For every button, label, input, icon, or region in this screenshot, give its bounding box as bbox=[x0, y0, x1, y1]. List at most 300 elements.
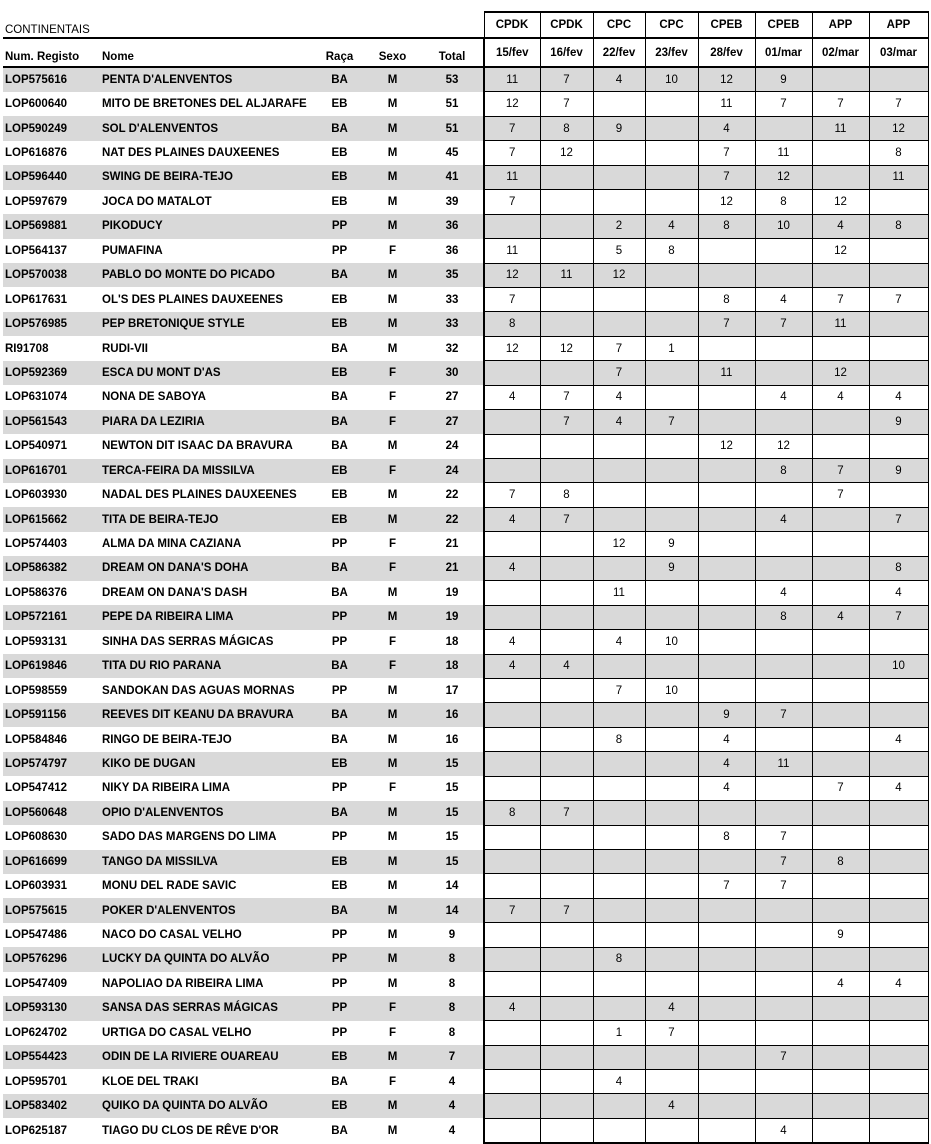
sexo-cell: F bbox=[364, 996, 421, 1020]
score-cell: 9 bbox=[869, 459, 928, 483]
score-cell: 12 bbox=[698, 67, 755, 92]
raca-cell: PP bbox=[315, 214, 364, 238]
score-cell bbox=[645, 874, 698, 898]
table-row bbox=[3, 263, 928, 287]
raca-cell: BA bbox=[331, 342, 348, 355]
registo-cell: LOP590249 bbox=[3, 116, 96, 140]
score-cell: 10 bbox=[869, 654, 928, 678]
score-cell bbox=[869, 1045, 928, 1069]
score-cell: 7 bbox=[812, 92, 869, 116]
score-cell: 7 bbox=[484, 141, 540, 165]
score-cell bbox=[484, 605, 540, 629]
score-cell bbox=[593, 556, 645, 580]
total-cell: 33 bbox=[421, 287, 484, 311]
raca-cell: EB bbox=[331, 489, 348, 502]
score-cell bbox=[869, 67, 928, 92]
sexo-cell: M bbox=[387, 831, 398, 844]
sexo-cell: M bbox=[364, 116, 421, 140]
score-cell: 9 bbox=[593, 116, 645, 140]
total-cell: 24 bbox=[421, 434, 484, 458]
score-cell: 8 bbox=[869, 141, 928, 165]
score-cell: 8 bbox=[812, 850, 869, 874]
name-cell: PUMAFINA bbox=[102, 244, 163, 257]
score-cell bbox=[593, 1094, 645, 1118]
score-cell bbox=[645, 92, 698, 116]
raca-cell: PP bbox=[315, 996, 364, 1020]
sexo-cell: M bbox=[387, 684, 398, 697]
score-cell: 4 bbox=[698, 727, 755, 751]
score-cell: 7 bbox=[645, 1021, 698, 1045]
score-cell bbox=[593, 605, 645, 629]
score-cell: 4 bbox=[645, 996, 698, 1020]
total-cell: 8 bbox=[421, 996, 484, 1020]
registo-cell: LOP595701 bbox=[5, 1075, 68, 1088]
score-cell: 7 bbox=[812, 459, 869, 483]
score-cell bbox=[593, 507, 645, 531]
table-row bbox=[3, 703, 928, 727]
score-cell bbox=[869, 361, 928, 385]
score-cell bbox=[645, 385, 698, 409]
score-cell bbox=[540, 605, 593, 629]
table-row bbox=[3, 678, 928, 702]
score-cell bbox=[540, 556, 593, 580]
name-cell: DREAM ON DANA'S DOHA bbox=[96, 556, 315, 580]
score-cell bbox=[812, 654, 869, 678]
score-cell bbox=[812, 1045, 869, 1069]
table-row bbox=[3, 630, 928, 654]
score-cell bbox=[698, 972, 755, 996]
name-cell: RINGO DE BEIRA-TEJO bbox=[102, 733, 232, 746]
raca-cell: EB bbox=[331, 195, 348, 208]
score-cell bbox=[593, 190, 645, 214]
score-cell bbox=[812, 434, 869, 458]
registo-cell: LOP564137 bbox=[5, 244, 68, 257]
score-cell bbox=[698, 678, 755, 702]
name-cell: SWING DE BEIRA-TEJO bbox=[96, 165, 315, 189]
score-cell: 7 bbox=[484, 483, 540, 507]
event-date: 01/mar bbox=[755, 38, 812, 67]
header-registo: Num. Registo bbox=[3, 38, 96, 67]
event-code: CPEB bbox=[755, 12, 812, 38]
score-cell: 7 bbox=[698, 312, 755, 336]
table-row bbox=[3, 361, 928, 385]
raca-cell: PP bbox=[315, 947, 364, 971]
name-cell: LUCKY DA QUINTA DO ALVÃO bbox=[96, 947, 315, 971]
score-cell bbox=[755, 116, 812, 140]
score-cell bbox=[540, 996, 593, 1020]
score-cell: 8 bbox=[645, 239, 698, 263]
raca-cell: PP bbox=[331, 1026, 348, 1039]
raca-cell: EB bbox=[315, 1045, 364, 1069]
score-cell: 4 bbox=[484, 507, 540, 531]
score-cell bbox=[645, 287, 698, 311]
raca-cell: PP bbox=[331, 929, 348, 942]
raca-cell: BA bbox=[315, 116, 364, 140]
score-cell bbox=[755, 776, 812, 800]
score-cell bbox=[645, 361, 698, 385]
total-cell: 8 bbox=[421, 1021, 484, 1045]
table-row bbox=[3, 239, 928, 263]
total-cell: 27 bbox=[421, 385, 484, 409]
score-cell bbox=[869, 483, 928, 507]
score-cell: 11 bbox=[593, 581, 645, 605]
score-cell: 8 bbox=[869, 556, 928, 580]
registo-cell: LOP625187 bbox=[5, 1124, 68, 1137]
registo-cell: LOP631074 bbox=[5, 391, 68, 404]
score-cell bbox=[484, 581, 540, 605]
ranking-sheet bbox=[3, 11, 928, 1144]
score-cell bbox=[755, 239, 812, 263]
score-cell bbox=[812, 410, 869, 434]
score-cell: 4 bbox=[698, 116, 755, 140]
table-row bbox=[3, 1069, 928, 1093]
score-cell bbox=[698, 1069, 755, 1093]
table-row bbox=[3, 874, 928, 898]
score-cell: 11 bbox=[484, 165, 540, 189]
registo-cell: LOP615662 bbox=[3, 507, 96, 531]
sexo-cell: F bbox=[388, 635, 397, 648]
score-cell bbox=[484, 923, 540, 947]
sexo-cell: F bbox=[364, 459, 421, 483]
score-cell: 7 bbox=[484, 287, 540, 311]
score-cell: 4 bbox=[812, 605, 869, 629]
score-cell: 4 bbox=[812, 385, 869, 409]
name-cell: POKER D'ALENVENTOS bbox=[96, 898, 315, 922]
table-row bbox=[3, 752, 928, 776]
score-cell: 7 bbox=[755, 825, 812, 849]
sexo-cell: M bbox=[387, 929, 398, 942]
score-cell: 9 bbox=[755, 67, 812, 92]
score-cell bbox=[698, 581, 755, 605]
name-cell: NAPOLIAO DA RIBEIRA LIMA bbox=[102, 977, 264, 990]
score-cell bbox=[484, 972, 540, 996]
score-cell bbox=[593, 703, 645, 727]
name-cell: NONA DE SABOYA bbox=[102, 391, 206, 404]
raca-cell: PP bbox=[331, 782, 348, 795]
table-row bbox=[3, 605, 928, 629]
score-cell bbox=[812, 336, 869, 360]
score-cell bbox=[755, 678, 812, 702]
total-cell: 36 bbox=[421, 214, 484, 238]
score-cell bbox=[645, 312, 698, 336]
registo-cell: RI91708 bbox=[5, 342, 49, 355]
score-cell bbox=[484, 434, 540, 458]
sexo-cell: F bbox=[388, 1026, 397, 1039]
score-cell bbox=[593, 874, 645, 898]
score-cell bbox=[645, 947, 698, 971]
sexo-cell: F bbox=[364, 361, 421, 385]
score-cell: 8 bbox=[540, 116, 593, 140]
score-cell: 7 bbox=[755, 312, 812, 336]
score-cell bbox=[593, 972, 645, 996]
total-cell: 51 bbox=[421, 116, 484, 140]
score-cell: 4 bbox=[484, 385, 540, 409]
score-cell bbox=[755, 556, 812, 580]
score-cell bbox=[755, 923, 812, 947]
score-cell bbox=[484, 825, 540, 849]
score-cell: 7 bbox=[755, 874, 812, 898]
score-cell bbox=[593, 752, 645, 776]
score-cell bbox=[484, 1118, 540, 1143]
score-cell bbox=[540, 630, 593, 654]
registo-cell: LOP576296 bbox=[3, 947, 96, 971]
sexo-cell: F bbox=[388, 244, 397, 257]
total-cell: 15 bbox=[421, 825, 484, 849]
sexo-cell: M bbox=[387, 342, 398, 355]
score-cell bbox=[869, 752, 928, 776]
name-cell: ODIN DE LA RIVIERE OUAREAU bbox=[96, 1045, 315, 1069]
table-row bbox=[3, 459, 928, 483]
sexo-cell: M bbox=[364, 850, 421, 874]
registo-cell: LOP616699 bbox=[3, 850, 96, 874]
raca-cell: BA bbox=[315, 703, 364, 727]
table-row bbox=[3, 287, 928, 311]
table-row bbox=[3, 336, 928, 360]
raca-cell: BA bbox=[331, 586, 348, 599]
name-cell: ALMA DA MINA CAZIANA bbox=[102, 538, 242, 551]
score-cell: 4 bbox=[484, 654, 540, 678]
event-date: 15/fev bbox=[484, 38, 540, 67]
total-cell: 27 bbox=[421, 410, 484, 434]
score-cell: 12 bbox=[484, 92, 540, 116]
column-header-row bbox=[3, 38, 928, 67]
score-cell: 11 bbox=[812, 312, 869, 336]
registo-cell: LOP570038 bbox=[3, 263, 96, 287]
score-cell bbox=[869, 263, 928, 287]
score-cell bbox=[698, 996, 755, 1020]
registo-cell: LOP547409 bbox=[5, 977, 68, 990]
score-cell bbox=[812, 532, 869, 556]
score-cell: 4 bbox=[755, 385, 812, 409]
name-cell: TANGO DA MISSILVA bbox=[96, 850, 315, 874]
raca-cell: BA bbox=[315, 556, 364, 580]
sexo-cell: M bbox=[364, 752, 421, 776]
score-cell bbox=[645, 141, 698, 165]
sexo-cell: M bbox=[364, 1094, 421, 1118]
score-cell: 4 bbox=[812, 972, 869, 996]
score-cell bbox=[755, 1094, 812, 1118]
total-cell: 16 bbox=[421, 703, 484, 727]
sexo-cell: M bbox=[387, 293, 398, 306]
event-code: CPC bbox=[593, 12, 645, 38]
score-cell bbox=[540, 165, 593, 189]
score-cell bbox=[755, 947, 812, 971]
score-cell bbox=[484, 459, 540, 483]
total-cell: 21 bbox=[421, 532, 484, 556]
event-date: 03/mar bbox=[869, 38, 928, 67]
score-cell bbox=[869, 850, 928, 874]
sexo-cell: F bbox=[388, 782, 397, 795]
registo-cell: LOP616876 bbox=[5, 147, 68, 160]
name-cell: PEPE DA RIBEIRA LIMA bbox=[96, 605, 315, 629]
score-cell: 7 bbox=[698, 141, 755, 165]
total-cell: 19 bbox=[421, 605, 484, 629]
score-cell bbox=[869, 532, 928, 556]
total-cell: 45 bbox=[421, 141, 484, 165]
event-date: 23/fev bbox=[645, 38, 698, 67]
score-cell bbox=[645, 1069, 698, 1093]
sexo-cell: M bbox=[364, 507, 421, 531]
raca-cell: EB bbox=[315, 1094, 364, 1118]
raca-cell: PP bbox=[331, 977, 348, 990]
score-cell: 4 bbox=[645, 1094, 698, 1118]
score-cell bbox=[698, 385, 755, 409]
score-cell bbox=[540, 727, 593, 751]
score-cell bbox=[645, 727, 698, 751]
score-cell: 1 bbox=[645, 336, 698, 360]
score-cell bbox=[869, 1094, 928, 1118]
score-cell: 8 bbox=[755, 190, 812, 214]
score-cell: 11 bbox=[869, 165, 928, 189]
score-cell bbox=[593, 434, 645, 458]
total-cell: 14 bbox=[421, 898, 484, 922]
score-cell bbox=[755, 410, 812, 434]
score-cell bbox=[812, 1118, 869, 1143]
sexo-cell: M bbox=[387, 147, 398, 160]
sexo-cell: M bbox=[364, 263, 421, 287]
raca-cell: EB bbox=[331, 147, 348, 160]
raca-cell: EB bbox=[315, 361, 364, 385]
score-cell bbox=[698, 1021, 755, 1045]
name-cell: QUIKO DA QUINTA DO ALVÃO bbox=[96, 1094, 315, 1118]
total-cell: 22 bbox=[421, 483, 484, 507]
raca-cell: BA bbox=[315, 801, 364, 825]
score-cell bbox=[645, 972, 698, 996]
score-cell: 4 bbox=[755, 1118, 812, 1143]
score-cell: 12 bbox=[812, 239, 869, 263]
raca-cell: BA bbox=[315, 898, 364, 922]
score-cell bbox=[540, 825, 593, 849]
score-cell bbox=[593, 923, 645, 947]
score-cell bbox=[869, 312, 928, 336]
registo-cell: LOP593131 bbox=[5, 635, 68, 648]
raca-cell: BA bbox=[315, 263, 364, 287]
score-cell bbox=[540, 239, 593, 263]
score-cell bbox=[869, 825, 928, 849]
name-cell: SANDOKAN DAS AGUAS MORNAS bbox=[102, 684, 295, 697]
score-cell: 12 bbox=[484, 336, 540, 360]
raca-cell: BA bbox=[331, 733, 348, 746]
table-row bbox=[3, 507, 928, 531]
score-cell bbox=[540, 1094, 593, 1118]
name-cell: OL'S DES PLAINES DAUXEENES bbox=[102, 293, 284, 306]
name-cell: NAT DES PLAINES DAUXEENES bbox=[102, 147, 280, 160]
score-cell bbox=[755, 532, 812, 556]
registo-cell: LOP586376 bbox=[5, 586, 68, 599]
score-cell bbox=[645, 434, 698, 458]
score-cell bbox=[540, 874, 593, 898]
score-cell: 12 bbox=[593, 263, 645, 287]
sexo-cell: M bbox=[364, 703, 421, 727]
name-cell: SANSA DAS SERRAS MÁGICAS bbox=[96, 996, 315, 1020]
table-row bbox=[3, 727, 928, 751]
score-cell bbox=[645, 703, 698, 727]
score-cell bbox=[755, 996, 812, 1020]
score-cell bbox=[812, 165, 869, 189]
score-cell bbox=[593, 1118, 645, 1143]
score-cell bbox=[593, 165, 645, 189]
score-cell: 11 bbox=[755, 141, 812, 165]
score-cell: 11 bbox=[698, 92, 755, 116]
registo-cell: LOP592369 bbox=[3, 361, 96, 385]
score-cell: 12 bbox=[698, 190, 755, 214]
score-cell bbox=[484, 850, 540, 874]
name-cell: NIKY DA RIBEIRA LIMA bbox=[102, 782, 230, 795]
registo-cell: LOP593130 bbox=[3, 996, 96, 1020]
raca-cell: EB bbox=[331, 293, 348, 306]
score-cell: 7 bbox=[540, 507, 593, 531]
raca-cell: BA bbox=[331, 1075, 348, 1088]
name-cell: PIKODUCY bbox=[96, 214, 315, 238]
score-cell bbox=[540, 214, 593, 238]
score-cell bbox=[755, 654, 812, 678]
score-cell: 9 bbox=[645, 556, 698, 580]
sexo-cell: M bbox=[364, 1045, 421, 1069]
score-cell: 8 bbox=[698, 214, 755, 238]
score-cell: 8 bbox=[755, 605, 812, 629]
registo-cell: LOP574797 bbox=[3, 752, 96, 776]
event-date: 02/mar bbox=[812, 38, 869, 67]
score-cell bbox=[540, 312, 593, 336]
score-cell: 4 bbox=[869, 776, 928, 800]
score-cell: 8 bbox=[593, 727, 645, 751]
score-cell: 11 bbox=[698, 361, 755, 385]
score-cell bbox=[484, 1094, 540, 1118]
table-row bbox=[3, 312, 928, 336]
table-row bbox=[3, 972, 928, 996]
table-row bbox=[3, 483, 928, 507]
score-cell bbox=[869, 703, 928, 727]
score-cell: 4 bbox=[869, 972, 928, 996]
score-cell bbox=[484, 214, 540, 238]
name-cell: NEWTON DIT ISAAC DA BRAVURA bbox=[102, 440, 293, 453]
score-cell bbox=[645, 850, 698, 874]
score-cell bbox=[869, 190, 928, 214]
event-date: 28/fev bbox=[698, 38, 755, 67]
score-cell: 4 bbox=[698, 776, 755, 800]
total-cell: 9 bbox=[421, 923, 484, 947]
score-cell bbox=[869, 898, 928, 922]
registo-cell: LOP584846 bbox=[5, 733, 68, 746]
registo-cell: LOP591156 bbox=[3, 703, 96, 727]
sexo-cell: M bbox=[387, 195, 398, 208]
score-cell bbox=[484, 410, 540, 434]
score-cell bbox=[698, 459, 755, 483]
header-nome: Nome bbox=[96, 38, 315, 67]
total-cell: 35 bbox=[421, 263, 484, 287]
table-row bbox=[3, 898, 928, 922]
score-cell: 4 bbox=[593, 385, 645, 409]
score-cell: 8 bbox=[869, 214, 928, 238]
table-row bbox=[3, 532, 928, 556]
score-cell: 12 bbox=[869, 116, 928, 140]
total-cell: 7 bbox=[421, 1045, 484, 1069]
score-cell: 4 bbox=[869, 581, 928, 605]
score-cell bbox=[812, 141, 869, 165]
name-cell: TITA DU RIO PARANA bbox=[96, 654, 315, 678]
registo-cell: LOP600640 bbox=[5, 98, 68, 111]
raca-cell: PP bbox=[331, 538, 348, 551]
score-cell: 7 bbox=[755, 92, 812, 116]
total-cell: 15 bbox=[421, 801, 484, 825]
registo-cell: LOP616701 bbox=[3, 459, 96, 483]
score-cell bbox=[593, 776, 645, 800]
score-cell bbox=[755, 898, 812, 922]
score-cell: 7 bbox=[698, 165, 755, 189]
score-cell: 12 bbox=[812, 190, 869, 214]
score-cell: 4 bbox=[812, 214, 869, 238]
score-cell bbox=[755, 801, 812, 825]
